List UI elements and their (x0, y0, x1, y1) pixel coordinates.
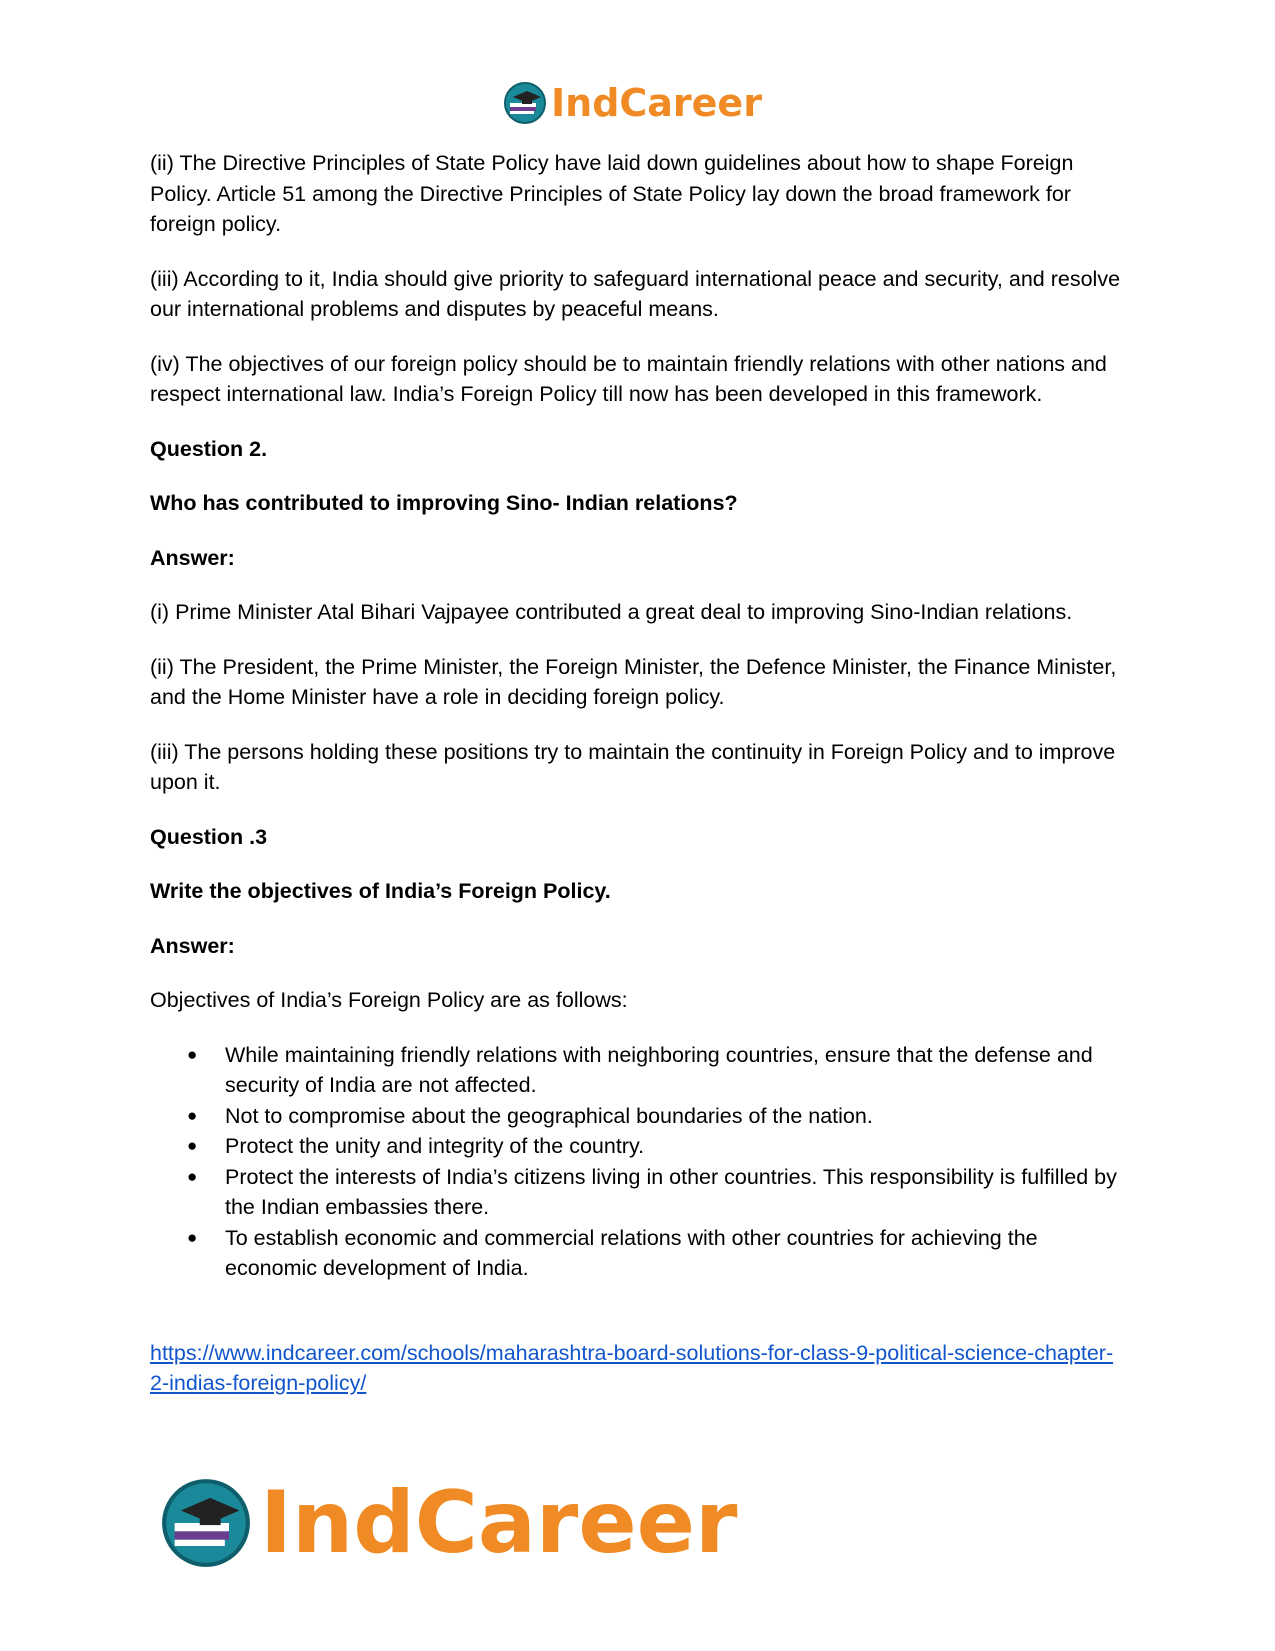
list-item: ● To establish economic and commercial relations with other countries for achieving the economic development of India. (225, 1223, 1125, 1284)
footer-logo-text: IndCareer (260, 1473, 738, 1573)
paragraph: (ii) The President, the Prime Minister, the Foreign Minister, the Defence Minister, the Finance Minister, and the Home Minister have a role in deciding foreign policy. (150, 654, 1117, 709)
question-2-label: Question 2. (150, 436, 268, 461)
paragraph: (iii) According to it, India should give priority to safeguard international peace and security, and resolve our international problems and disputes by peaceful means. (150, 266, 1121, 321)
header-logo-text: IndCareer (551, 81, 762, 125)
list-item: ● Protect the interests of India’s citizens living in other countries. This responsibility is fulfilled by the Indian embassies there. (225, 1162, 1125, 1223)
paragraph: (iii) The persons holding these positions try to maintain the continuity in Foreign Policy and to improve upon it. (150, 739, 1116, 794)
question-3-label: Question .3 (150, 824, 268, 849)
objectives-list (150, 1040, 1125, 1284)
source-link[interactable]: https://www.indcareer.com/schools/maharashtra-board-solutions-for-class-9-political-science-chapter-2-indias-foreign-policy/ (150, 1340, 1114, 1395)
list-item: ● While maintaining friendly relations with neighboring countries, ensure that the defense and security of India are not affected. (225, 1040, 1125, 1101)
list-item: ● Not to compromise about the geographical boundaries of the nation. (225, 1101, 1125, 1132)
list-item: ● Protect the unity and integrity of the country. (225, 1131, 1125, 1162)
header-logo (503, 78, 762, 128)
question-3-text: Write the objectives of India’s Foreign Policy. (150, 879, 611, 903)
graduation-book-icon (503, 81, 547, 125)
document-body (150, 148, 1125, 1399)
graduation-book-icon (160, 1477, 252, 1569)
question-2-text: Who has contributed to improving Sino- Indian relations? (150, 491, 738, 515)
footer-logo (160, 1468, 737, 1578)
paragraph: (i) Prime Minister Atal Bihari Vajpayee contributed a great deal to improving Sino-Indian relations. (150, 600, 1073, 624)
answer-label: Answer: (150, 933, 235, 958)
paragraph: Objectives of India’s Foreign Policy are as follows: (150, 988, 628, 1012)
paragraph: (ii) The Directive Principles of State Policy have laid down guidelines about how to shape Foreign Policy. Article 51 among the Directive Principles of State Policy lay down the broad framework for foreign policy. (150, 151, 1074, 236)
answer-label: Answer: (150, 545, 235, 570)
paragraph: (iv) The objectives of our foreign policy should be to maintain friendly relations with other nations and respect international law. India’s Foreign Policy till now has been developed in this framework. (150, 351, 1107, 406)
